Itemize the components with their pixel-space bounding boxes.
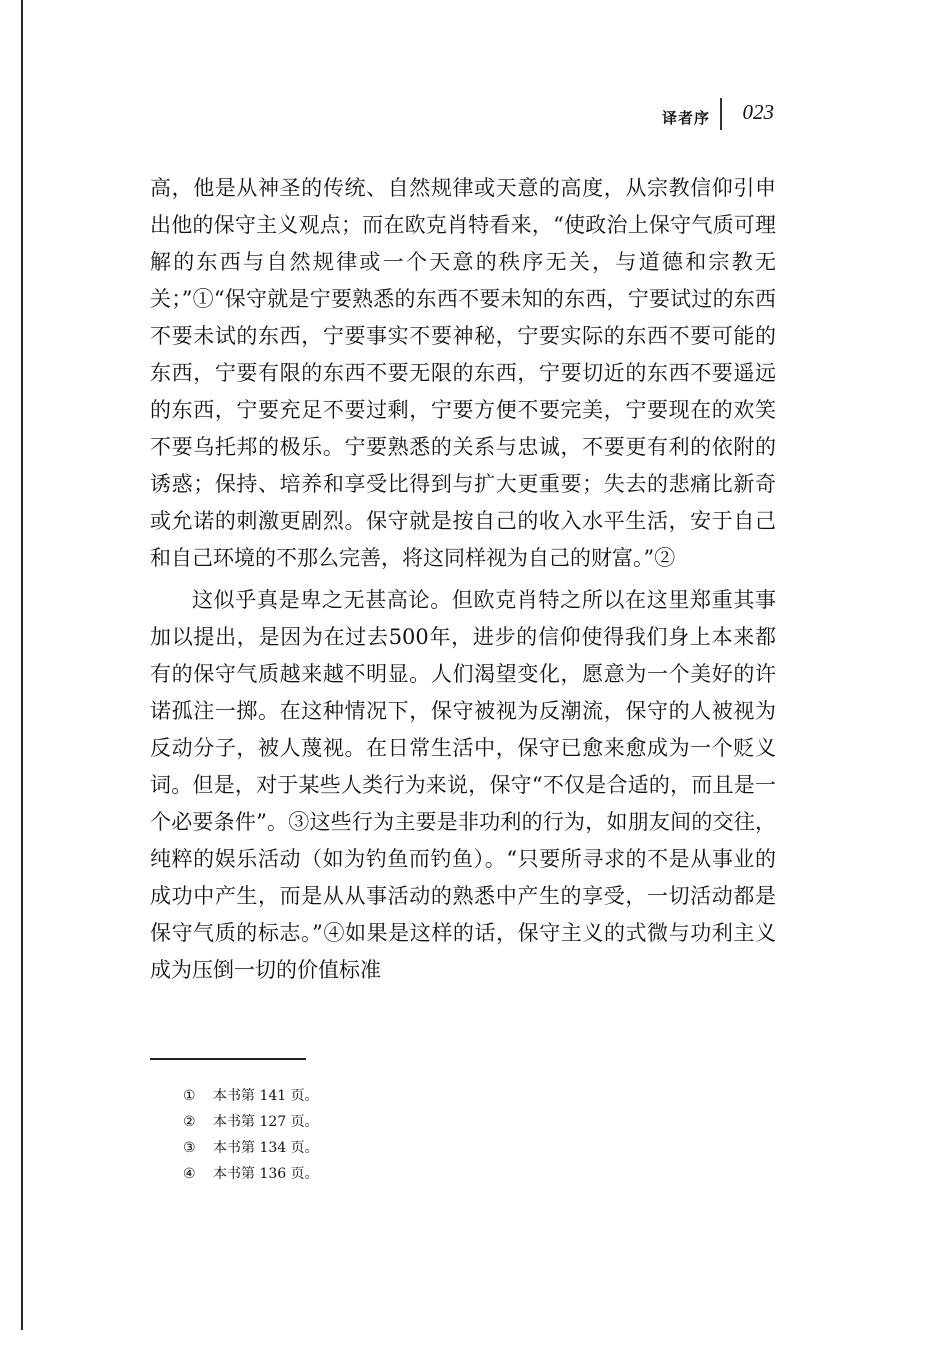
paragraph-2: 这似乎真是卑之无甚高论。但欧克肖特之所以在这里郑重其事加以提出，是因为在过去500年，进步的信仰使得我们身上本来都有的保守气质越来越不明显。人们渴望变化，愿意为一个美好的许诺孤注一掷。在这种情况下，保守被视为反潮流，保守的人被视为反动分子，被人蔑视。在日常生活中，保守已愈来愈成为一个贬义词。但是，对于某些人类行为来说，保守“不仅是合适的，而且是一个必要条件”。③这些行为主要是非功利的行为，如朋友间的交往，纯粹的娱乐活动（如为钓鱼而钓鱼）。“只要所寻求的不是从事业的成功中产生，而是从从事活动的熟悉中产生的享受，一切活动都是保守气质的标志。”④如果是这样的话，保守主义的式微与功利主义成为压倒一切的价值标准: [150, 588, 776, 982]
footnote-separator: [150, 1058, 306, 1060]
footnote-2: [183, 1109, 319, 1135]
footnote-text: 本书第 141 页。: [213, 1088, 319, 1104]
binding-edge-line: [21, 0, 23, 1330]
footnote-text: 本书第 127 页。: [213, 1114, 319, 1130]
section-title: 译者序: [661, 109, 710, 127]
footnote-marker: ③: [183, 1140, 196, 1156]
running-header: [600, 98, 776, 132]
page-number: 023: [742, 100, 774, 124]
body-text: [150, 170, 776, 989]
footnote-1: [183, 1083, 319, 1109]
footnote-text: 本书第 136 页。: [213, 1166, 319, 1182]
footnote-marker: ①: [183, 1088, 196, 1104]
footnotes: [183, 1083, 319, 1187]
header-divider: [720, 98, 722, 130]
footnote-4: [183, 1161, 319, 1187]
footnote-marker: ④: [183, 1166, 196, 1182]
footnote-text: 本书第 134 页。: [213, 1140, 319, 1156]
footnote-3: [183, 1135, 319, 1161]
footnote-marker: ②: [183, 1114, 196, 1130]
paragraph-1: 高，他是从神圣的传统、自然规律或天意的高度，从宗教信仰引申出他的保守主义观点；而在欧克肖特看来，“使政治上保守气质可理解的东西与自然规律或一个天意的秩序无关，与道德和宗教无关；”①“保守就是宁要熟悉的东西不要未知的东西，宁要试过的东西不要未试的东西，宁要事实不要神秘，宁要实际的东西不要可能的东西，宁要有限的东西不要无限的东西，宁要切近的东西不要遥远的东西，宁要充足不要过剩，宁要方便不要完美，宁要现在的欢笑不要乌托邦的极乐。宁要熟悉的关系与忠诚，不要更有利的依附的诱惑；保持、培养和享受比得到与扩大更重要；失去的悲痛比新奇或允诺的刺激更剧烈。保守就是按自己的收入水平生活，安于自己和自己环境的不那么完善，将这同样视为自己的财富。”②: [150, 176, 776, 570]
